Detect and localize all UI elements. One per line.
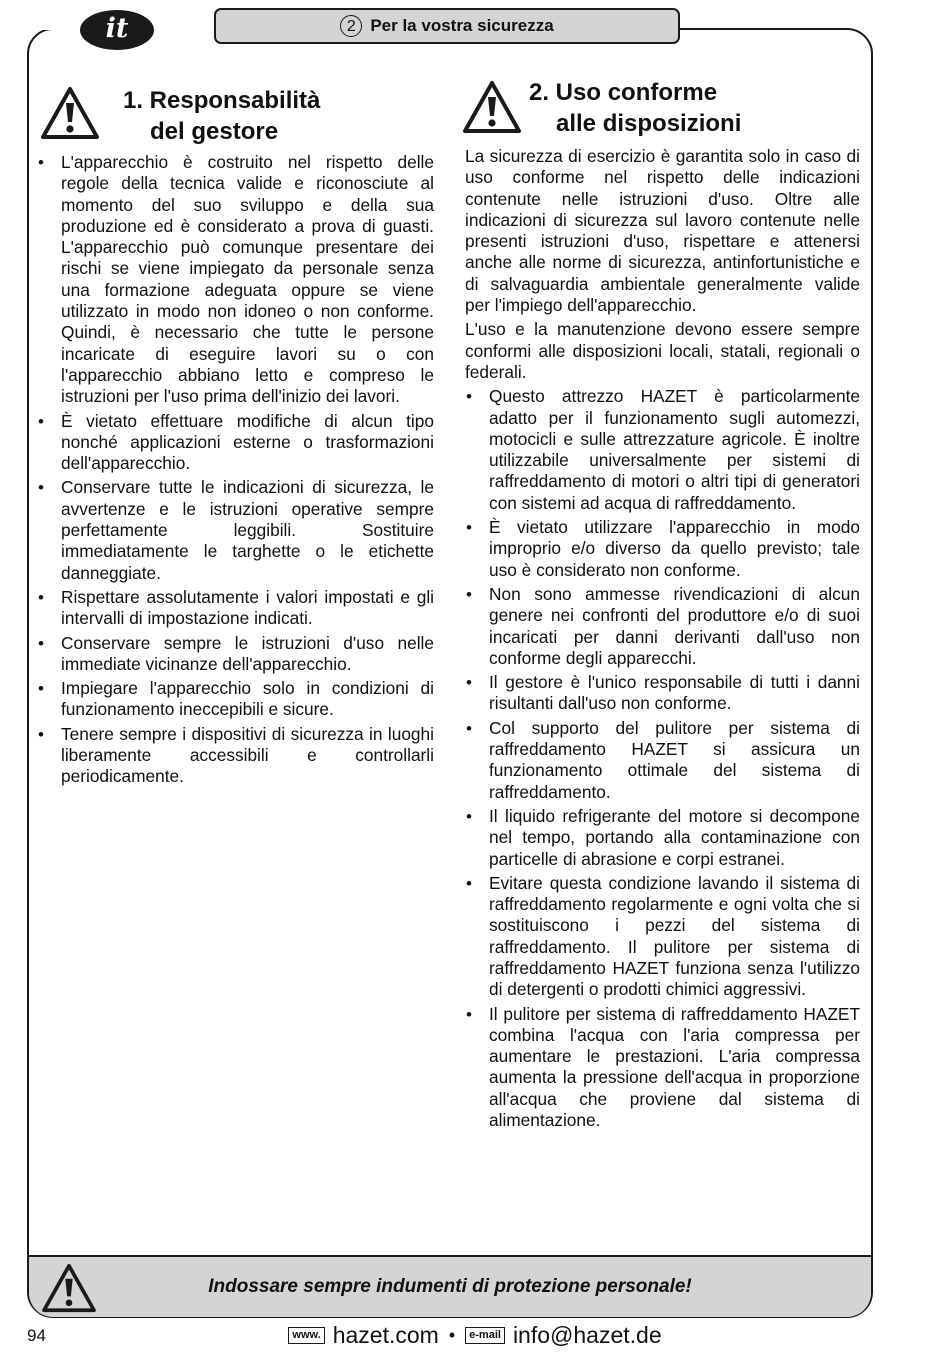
email-link[interactable]: info@hazet.de	[512, 1322, 662, 1348]
warning-icon	[40, 86, 100, 140]
section-title-line: 1. Responsabilità	[123, 87, 321, 114]
list-item: • È vietato utilizzare l'apparecchio in modo improprio e/o diverso da quello previsto; tale uso è considerato non conforme.	[465, 517, 860, 581]
list-item: • Conservare tutte le indicazioni di sicurezza, le avvertenze e le istruzioni operative sempre perfettamente leggibili. Sostituire immediatamente le targhette o le etichette danneggiate.	[37, 477, 434, 583]
chapter-header	[214, 8, 680, 44]
list-item: • Rispettare assolutamente i valori impostati e gli intervalli di impostazione indicati.	[37, 587, 434, 630]
language-badge: it	[80, 10, 154, 50]
contact-line	[0, 1322, 950, 1349]
body-paragraph: L'uso e la manutenzione devono essere sempre conformi alle disposizioni locali, statali, regionali o federali.	[465, 319, 860, 382]
safety-banner	[29, 1255, 871, 1317]
www-tag: www.	[288, 1327, 324, 1344]
list-item: • Non sono ammesse rivendicazioni di alcun genere nei confronti del produttore e/o di suoi incaricati per danni derivanti dall'uso non conforme degli apparecchi.	[465, 584, 860, 669]
body-paragraph: La sicurezza di esercizio è garantita solo in caso di uso conforme nel rispetto delle indicazioni contenute nelle istruzioni d'uso. Oltre alle indicazioni di sicurezza sul lavoro contenute nelle presenti istruzioni d'uso, rispettare e attenersi anche alle norme di sicurezza, antinfortunistiche e di salvaguardia ambientale generalmente valide per l'impiego dell'apparecchio.	[465, 146, 860, 316]
list-item: • Tenere sempre i dispositivi di sicurezza in luoghi liberamente accessibili e controllarli periodicamente.	[37, 724, 434, 788]
list-item: • È vietato effettuare modifiche di alcun tipo nonché applicazioni esterne o trasformazioni dell'apparecchio.	[37, 411, 434, 475]
chapter-number: 2	[340, 15, 362, 37]
page-number: 94	[27, 1326, 46, 1345]
right-column	[465, 146, 860, 1134]
section-title-line: alle disposizioni	[556, 110, 742, 137]
list-item: • Il pulitore per sistema di raffreddamento HAZET combina l'acqua con l'aria compressa per aumentare le prestazioni. L'aria compressa aumenta la pressione dell'acqua in proporzione all'acqua che proviene dal sistema di alimentazione.	[465, 1004, 860, 1132]
section-title-line: del gestore	[150, 118, 279, 145]
warning-icon	[462, 80, 522, 134]
list-item: • Impiegare l'apparecchio solo in condizioni di funzionamento ineccepibili e sicure.	[37, 678, 434, 721]
website-link[interactable]: hazet.com	[332, 1322, 439, 1348]
list-item: • Evitare questa condizione lavando il sistema di raffreddamento regolarmente e ogni volta che si sostituiscono i pezzi del sistema di raffreddamento. Il pulitore per sistema di raffreddamento HAZET funziona senza l'utilizzo di detergenti o prodotti chimici aggressivi.	[465, 873, 860, 1001]
list-item: • L'apparecchio è costruito nel rispetto delle regole della tecnica valide e riconosciute al momento del suo sviluppo e della sua produzione ed è considerato a prova di guasti. L'apparecchio può comunque presentare dei rischi se viene impiegato da personale senza una formazione adeguata oppure se viene utilizzato in modo non idoneo o non conforme. Quindi, è necessario che tutte le persone incaricate di eseguire lavori su o con l'apparecchio abbiano letto e compreso le istruzioni per l'uso prima dell'inizio dei lavori.	[37, 152, 434, 408]
left-column	[37, 152, 434, 791]
section-title-uso-conforme	[529, 77, 741, 139]
list-item: • Il gestore è l'unico responsabile di tutti i danni risultanti dall'uso non conforme.	[465, 672, 860, 715]
section-title-line: 2. Uso conforme	[529, 79, 718, 106]
responsabilita-list	[37, 152, 434, 788]
list-item: • Il liquido refrigerante del motore si decompone nel tempo, portando alla contaminazione con particelle di abrasione e corpi estranei.	[465, 806, 860, 870]
uso-conforme-list	[465, 386, 860, 1131]
separator-bullet: •	[448, 1325, 456, 1345]
list-item: • Col supporto del pulitore per sistema di raffreddamento HAZET si assicura un funzionamento ottimale del sistema di raffreddamento.	[465, 718, 860, 803]
section-title-responsabilita	[123, 85, 320, 147]
chapter-title: Per la vostra sicurezza	[370, 16, 554, 35]
banner-text: Indossare sempre indumenti di protezione personale!	[208, 1276, 692, 1297]
email-tag: e-mail	[465, 1327, 505, 1344]
list-item: • Questo attrezzo HAZET è particolarmente adatto per il funzionamento sugli automezzi, motocicli e sulle attrezzature agricole. È inoltre utilizzabile universalmente per sistemi di raffreddamento di motori o altri tipi di generatori con sistemi ad acqua di raffreddamento.	[465, 386, 860, 514]
list-item: • Conservare sempre le istruzioni d'uso nelle immediate vicinanze dell'apparecchio.	[37, 633, 434, 676]
